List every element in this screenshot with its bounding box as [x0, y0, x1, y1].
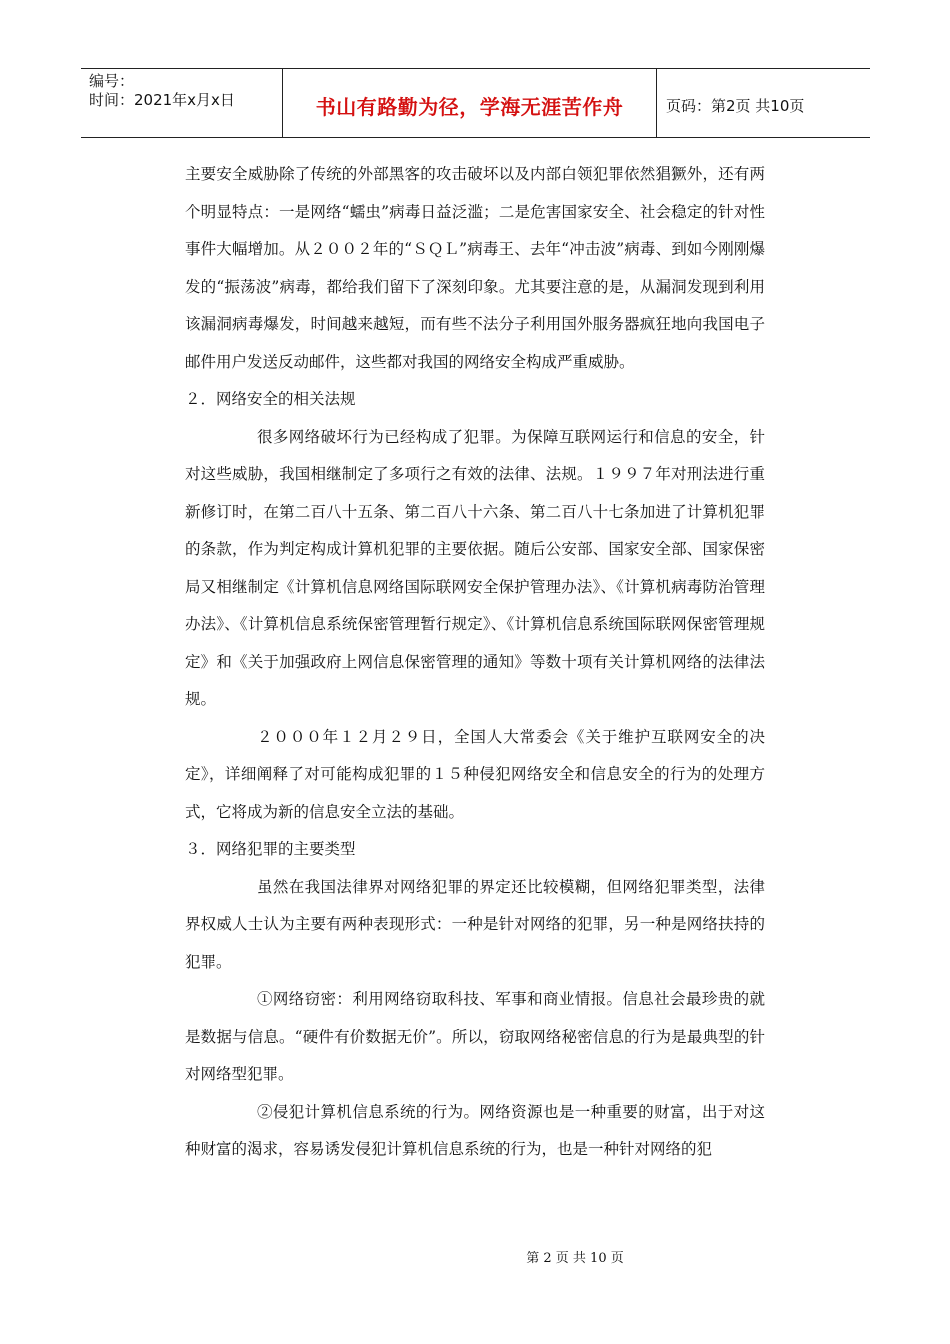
- paragraph: 很多网络破坏行为已经构成了犯罪。为保障互联网运行和信息的安全，针对这些威胁，我国相继制定了多项行之有效的法律、法规。１９９７年对刑法进行重新修订时，在第二百八十五条、第二百八十六条、第二百八十七条加进了计算机犯罪的条款，作为判定构成计算机犯罪的主要依据。随后公安部、国家安全部、国家保密局又相继制定《计算机信息网络国际联网安全保护管理办法》、《计算机病毒防治管理办法》、《计算机信息系统保密管理暂行规定》、《计算机信息系统国际联网保密管理规定》和《关于加强政府上网信息保密管理的通知》等数十项有关计算机网络的法律法规。: [185, 427, 765, 708]
- header-motto: 书山有路勤为径，学海无涯苦作舟: [283, 69, 657, 137]
- paragraph: 虽然在我国法律界对网络犯罪的界定还比较模糊，但网络犯罪类型，法律界权威人士认为主要有两种表现形式：一种是针对网络的犯罪，另一种是网络扶持的犯罪。: [185, 877, 765, 971]
- header-page-info: 页码：第2页 共10页: [666, 96, 805, 115]
- paragraph: 主要安全威胁除了传统的外部黑客的攻击破坏以及内部白领犯罪依然猖獗外，还有两个明显特点：一是网络“蠕虫”病毒日益泛滥；二是危害国家安全、社会稳定的针对性事件大幅增加。从２００２年的“ＳＱＬ”病毒王、去年“冲击波”病毒、到如今刚刚爆发的“振荡波”病毒，都给我们留下了深刻印象。尤其要注意的是，从漏洞发现到利用该漏洞病毒爆发，时间越来越短，而有些不法分子利用国外服务器疯狂地向我国电子邮件用户发送反动邮件，这些都对我国的网络安全构成严重威胁。: [185, 165, 765, 371]
- document-body: [185, 156, 765, 1169]
- time-label: 时间：2021年x月x日: [89, 91, 235, 109]
- paragraph: ①网络窃密：利用网络窃取科技、军事和商业情报。信息社会最珍贵的就是数据与信息。“硬件有价数据无价”。所以，窃取网络秘密信息的行为是最典型的针对网络型犯罪。: [185, 990, 765, 1083]
- header-meta-cell: [81, 69, 283, 137]
- document-header: [81, 68, 870, 138]
- number-label: 编号：: [89, 72, 135, 90]
- page-footer: 第 2 页 共 10 页: [526, 1251, 624, 1266]
- section-heading: ３．网络犯罪的主要类型: [185, 840, 356, 858]
- paragraph: ２０００年１２月２９日，全国人大常委会《关于维护互联网安全的决定》，详细阐释了对可能构成犯罪的１５种侵犯网络安全和信息安全的行为的处理方式，它将成为新的信息安全立法的基础。: [185, 727, 765, 821]
- paragraph: ②侵犯计算机信息系统的行为。网络资源也是一种重要的财富，出于对这种财富的渴求，容易诱发侵犯计算机信息系统的行为，也是一种针对网络的犯: [185, 1102, 765, 1158]
- section-heading: ２．网络安全的相关法规: [185, 390, 356, 408]
